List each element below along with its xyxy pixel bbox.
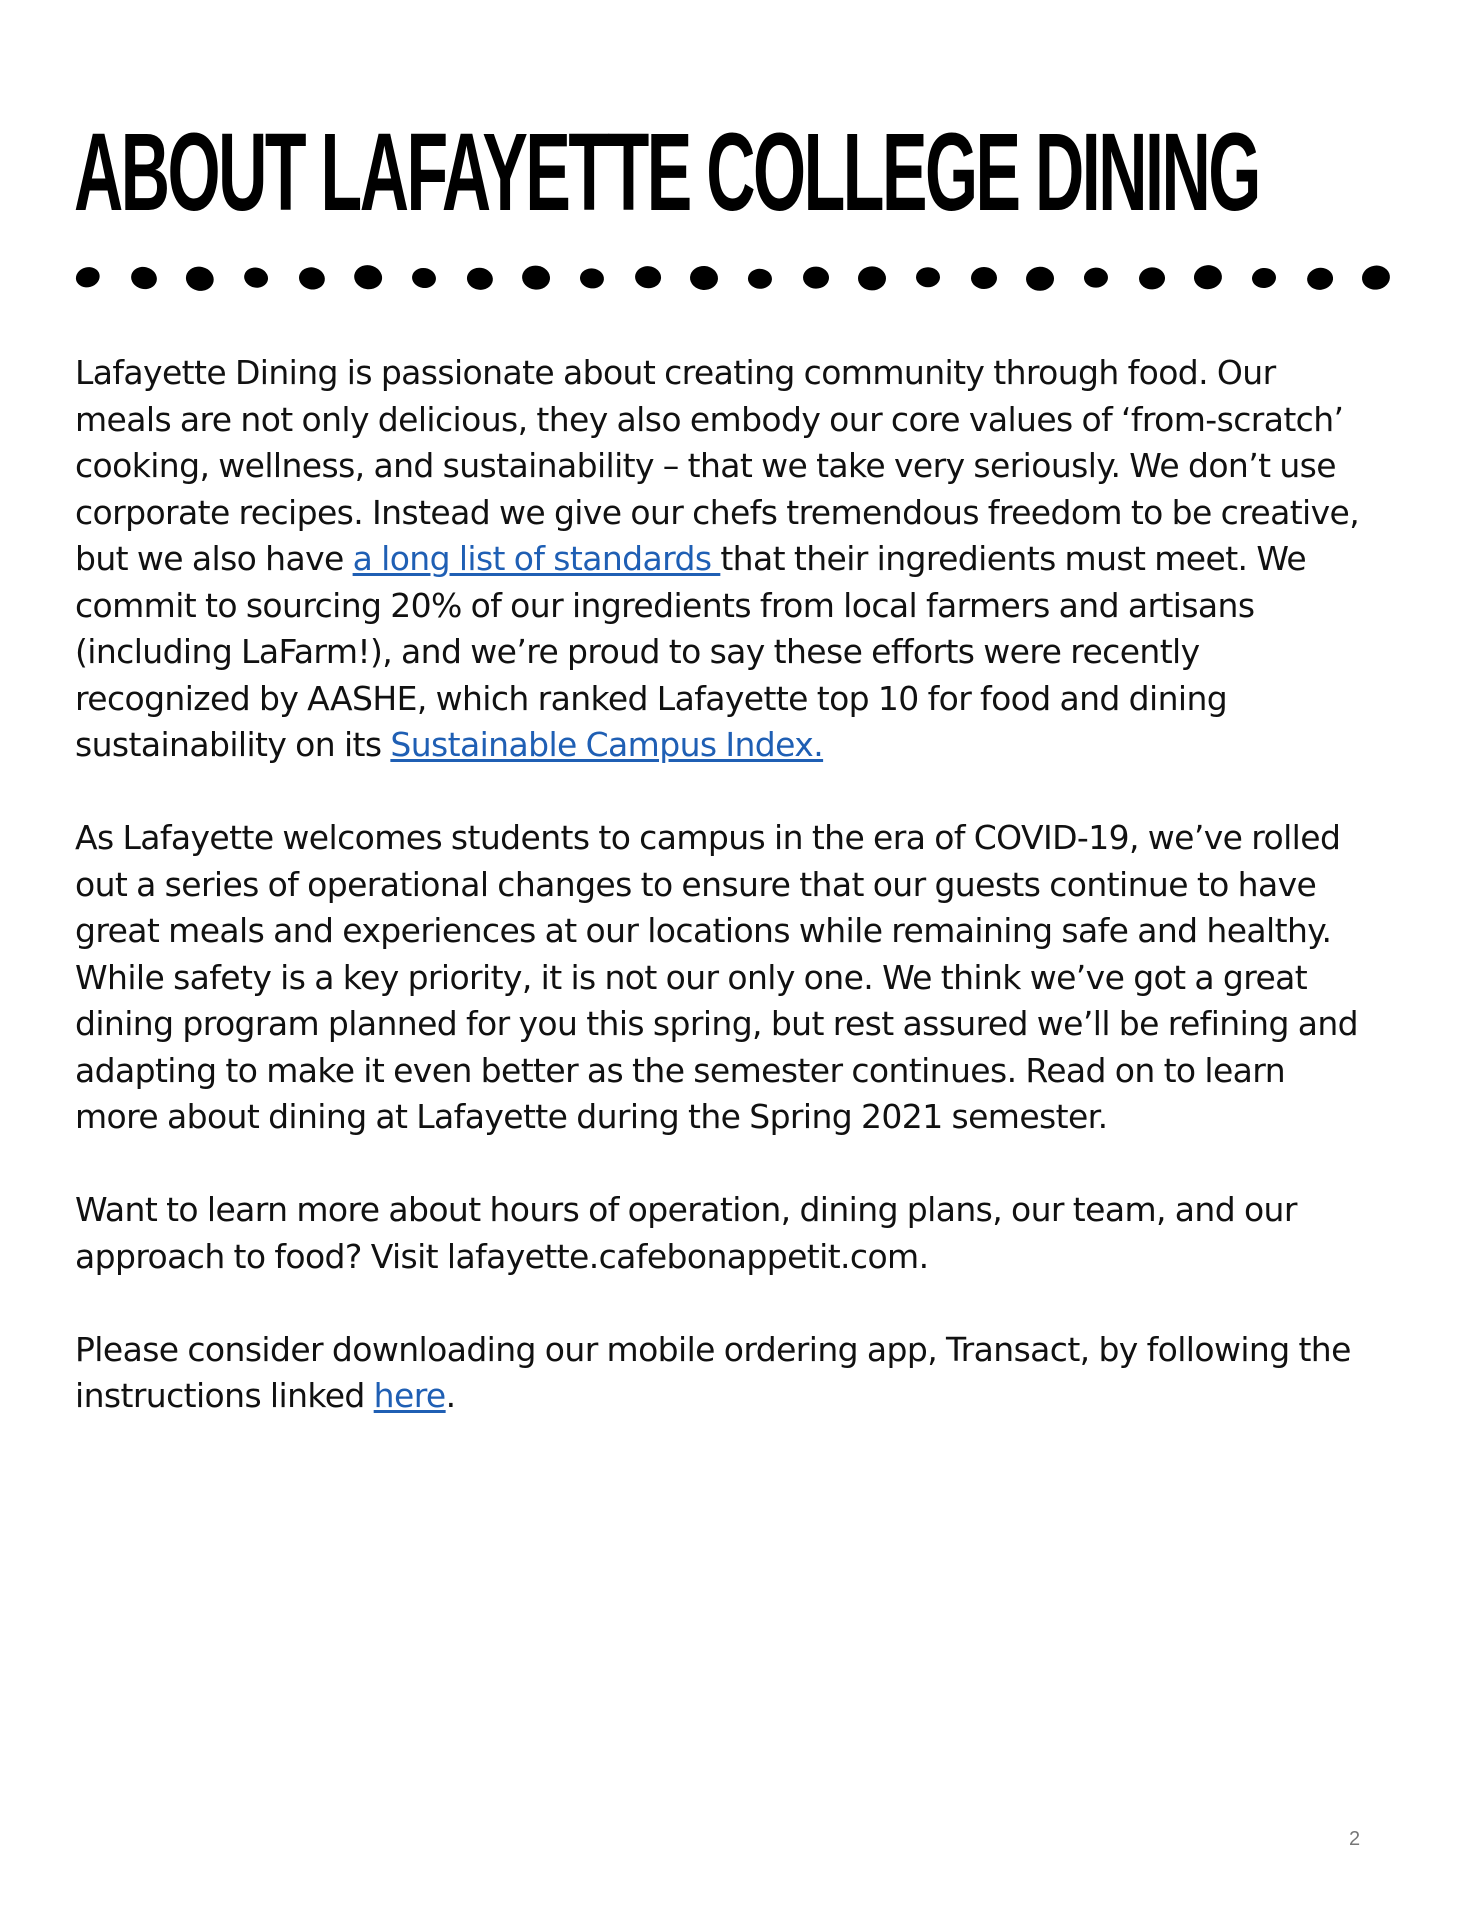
learn-more-paragraph: Want to learn more about hours of operation, dining plans, our team, and our approach to food? Visit lafayette.cafebonappetit.com. <box>75 1190 1297 1276</box>
dotted-divider <box>72 260 1392 296</box>
divider-dot <box>242 265 270 290</box>
divider-dot <box>1138 267 1165 291</box>
divider-dot <box>1306 266 1334 291</box>
divider-dot <box>747 268 772 289</box>
page-number: 2 <box>1349 1828 1361 1850</box>
app-instructions-link[interactable]: here <box>373 1376 446 1415</box>
divider-dot <box>1360 264 1391 292</box>
divider-dot <box>803 266 830 289</box>
divider-dot <box>579 267 605 289</box>
intro-paragraph <box>75 350 1375 769</box>
divider-dot <box>129 264 160 292</box>
divider-dot <box>297 265 327 292</box>
divider-dot <box>971 267 997 289</box>
sustainable-campus-index-link[interactable]: Sustainable Campus Index. <box>390 725 824 764</box>
app-text: Please consider downloading our mobile ordering app, Transact, by following the instructions linked <box>75 1329 1351 1415</box>
divider-dot <box>634 265 662 289</box>
divider-dot <box>521 264 552 291</box>
divider-dot <box>1083 267 1108 288</box>
app-paragraph <box>75 1327 1375 1420</box>
divider-dot <box>411 266 438 290</box>
page-title: ABOUT LAFAYETTE COLLEGE DINING <box>74 111 1259 234</box>
divider-dot <box>1193 264 1223 290</box>
app-text-end: . <box>445 1376 456 1415</box>
intro-text-start: Lafayette Dining is passionate about creating community through food. Our meals are not only delicious, they also embody our core values of ‘from-scratch’ cooking, wellness, and sustainability – that we take very seriously. We don’t use corporate recipes. Instead we give our chefs tremendous freedom to be creative, but we also have <box>75 353 1360 578</box>
divider-dot <box>183 264 216 294</box>
divider-dot <box>74 264 102 290</box>
intro-text-middle: that their ingredients must meet. We commit to sourcing 20% of our ingredients from local farmers and artisans (including LaFarm!), and we’re proud to say these efforts were recently recognized by AASHE, which ranked Lafayette top 10 for food and dining sustainability on its <box>75 539 1307 764</box>
divider-dot <box>689 265 719 291</box>
divider-dot <box>1251 267 1277 289</box>
covid-paragraph: As Lafayette welcomes students to campus in the era of COVID-19, we’ve rolled out a series of operational changes to ensure that our guests continue to have great meals and experiences at our locations while remaining safe and healthy. While safety is a key priority, it is not our only one. We think we’ve got a great dining program planned for you this spring, but rest assured we’ll be refining and adapting to make it even better as the semester continues. Read on to learn more about dining at Lafayette during the Spring 2021 semester. <box>75 818 1358 1136</box>
divider-dot <box>465 266 494 291</box>
divider-dot <box>352 263 384 291</box>
divider-dot <box>916 267 940 287</box>
divider-dot <box>1026 266 1055 291</box>
divider-dot <box>858 266 886 290</box>
body-text <box>75 350 1375 1466</box>
standards-link[interactable]: a long list of standards <box>352 539 721 578</box>
